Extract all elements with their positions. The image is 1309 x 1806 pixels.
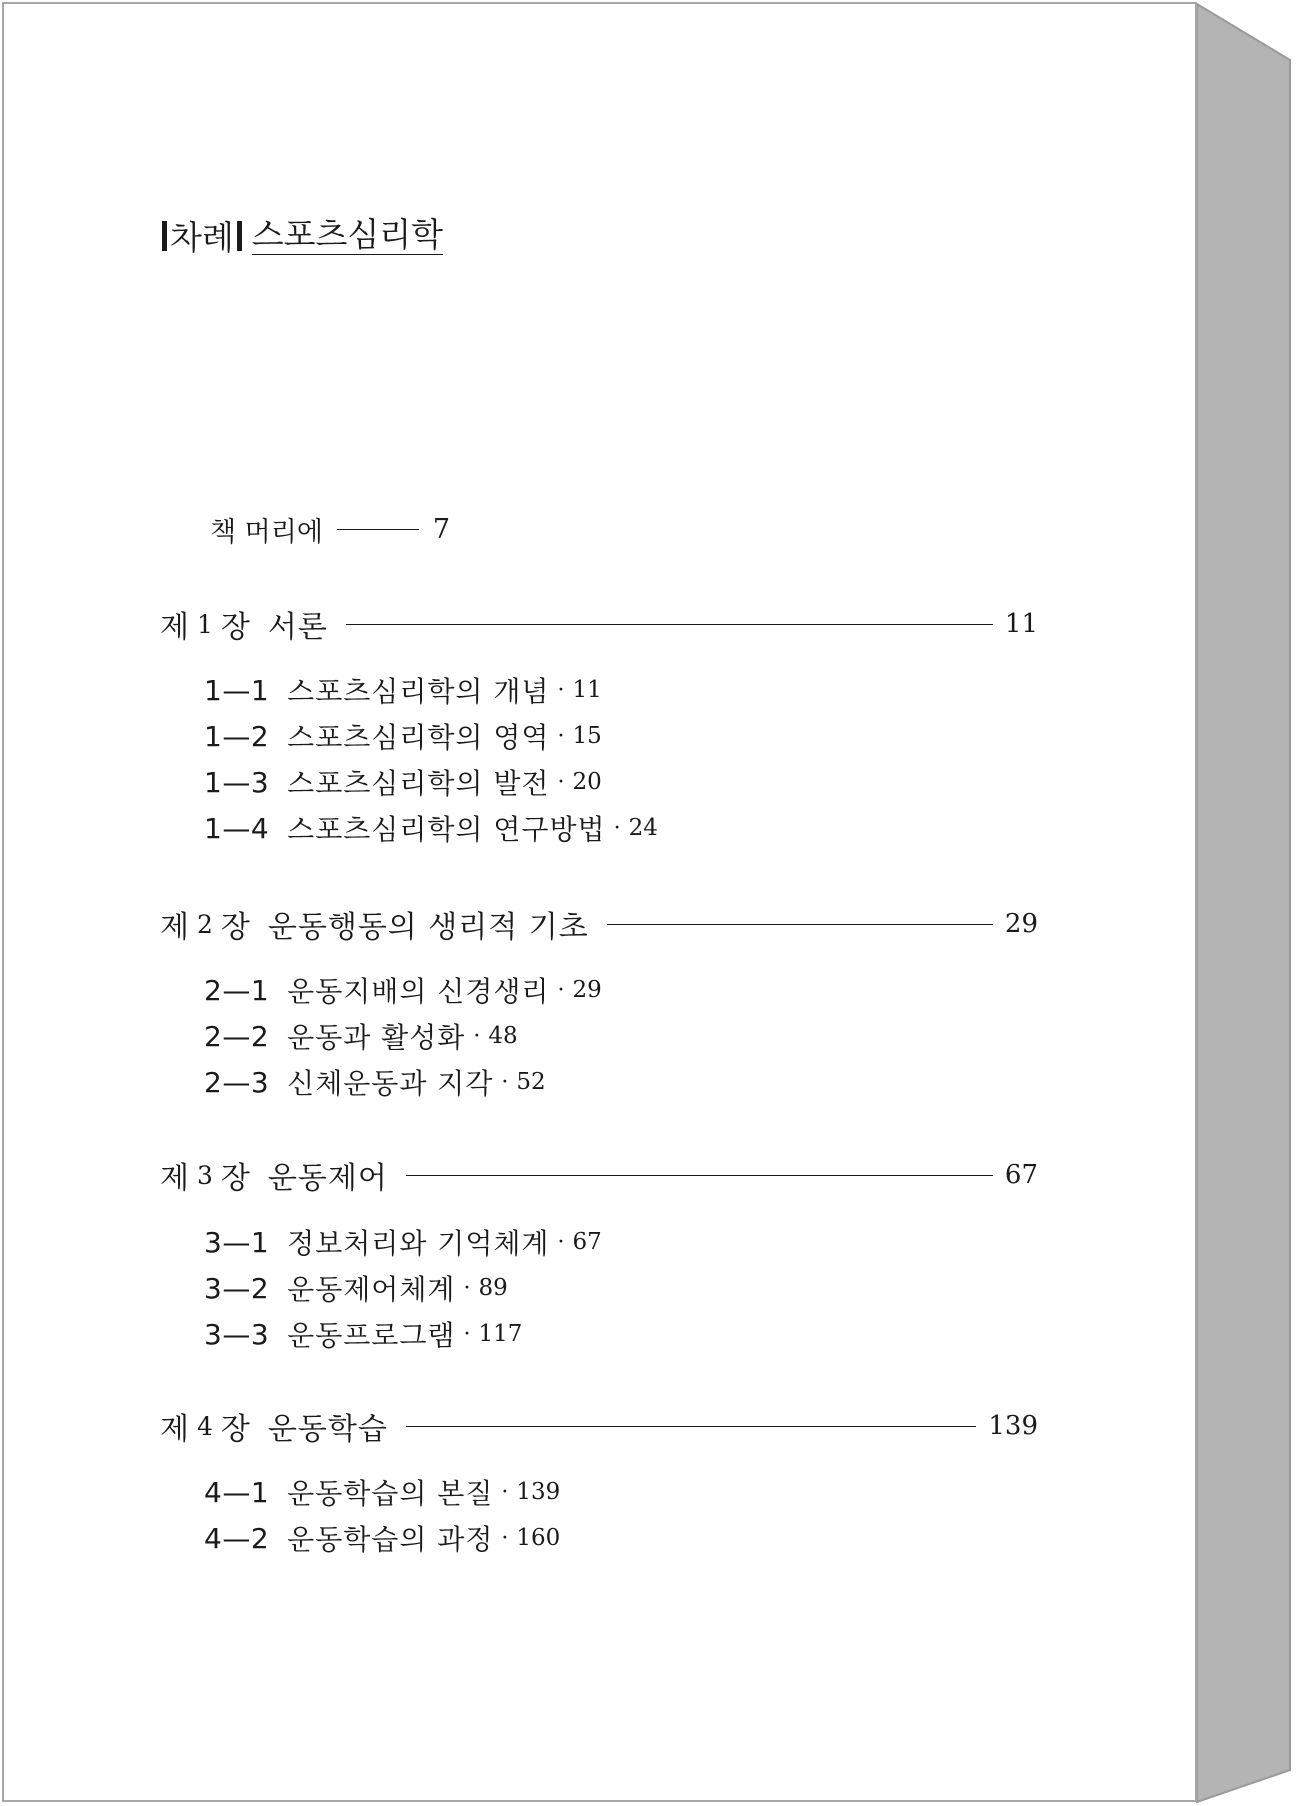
section-page: 160: [516, 1525, 561, 1551]
chapter-3-entry[interactable]: [160, 1153, 1038, 1197]
section-page: 139: [516, 1479, 561, 1505]
section-title: 스포츠심리학의 발전: [287, 767, 550, 800]
separator-dot: ·: [463, 1321, 471, 1347]
separator-dot: ·: [557, 677, 565, 703]
section-2-3[interactable]: [204, 1062, 546, 1102]
section-1-1[interactable]: [204, 670, 602, 710]
leader-rule: [337, 529, 419, 530]
section-page: 48: [488, 1023, 518, 1049]
section-page: 52: [516, 1069, 546, 1095]
leader-rule: [346, 624, 993, 625]
chapter-prefix: 제: [160, 610, 189, 645]
section-number: 2—3: [204, 1065, 270, 1099]
section-1-3[interactable]: [204, 762, 602, 802]
section-number: 2—2: [204, 1019, 270, 1053]
separator-dot: ·: [501, 1525, 509, 1551]
section-number: 3—2: [204, 1271, 270, 1305]
toc-header: [162, 212, 443, 259]
chapter-title: 운동제어: [267, 1161, 388, 1196]
section-1-2[interactable]: [204, 716, 602, 756]
chapter-suffix: 장: [220, 910, 250, 945]
toc-label: 차례: [170, 218, 234, 257]
chapter-title: 운동행동의 생리적 기초: [267, 910, 589, 945]
chapter-number: 1: [196, 609, 213, 639]
chapter-title: 서론: [267, 610, 328, 645]
section-number: 2—1: [204, 973, 270, 1007]
header-bar-left: [162, 221, 167, 251]
section-page: 24: [628, 815, 658, 841]
section-4-1[interactable]: [204, 1472, 560, 1512]
section-page: 15: [572, 723, 602, 749]
header-bar-right: [237, 221, 242, 251]
section-page: 20: [572, 769, 602, 795]
leader-rule: [406, 1175, 993, 1176]
section-title: 스포츠심리학의 연구방법: [287, 813, 606, 846]
section-number: 3—3: [204, 1317, 270, 1351]
section-number: 3—1: [204, 1225, 270, 1259]
section-title: 운동학습의 과정: [287, 1523, 494, 1556]
preface-label: 책 머리에: [210, 517, 323, 548]
chapter-prefix: 제: [160, 1412, 189, 1447]
chapter-page: 139: [988, 1411, 1038, 1441]
section-3-2[interactable]: [204, 1268, 508, 1308]
chapter-2-entry[interactable]: [160, 902, 1038, 946]
section-number: 1—4: [204, 811, 270, 845]
section-number: 4—2: [204, 1521, 270, 1555]
chapter-suffix: 장: [220, 1412, 250, 1447]
section-number: 1—2: [204, 719, 270, 753]
section-number: 1—1: [204, 673, 270, 707]
separator-dot: ·: [557, 1229, 565, 1255]
section-title: 정보처리와 기억체계: [287, 1227, 550, 1260]
chapter-page: 67: [1004, 1160, 1038, 1190]
book-title: 스포츠심리학: [251, 215, 444, 254]
section-2-1[interactable]: [204, 970, 602, 1010]
section-page: 67: [572, 1229, 602, 1255]
section-page: 117: [478, 1321, 523, 1347]
preface-page: 7: [432, 514, 451, 545]
leader-rule: [607, 924, 993, 925]
separator-dot: ·: [557, 769, 565, 795]
separator-dot: ·: [613, 815, 621, 841]
separator-dot: ·: [557, 723, 565, 749]
chapter-page: 11: [1004, 609, 1038, 639]
separator-dot: ·: [473, 1023, 481, 1049]
section-title: 운동지배의 신경생리: [287, 975, 550, 1008]
section-3-3[interactable]: [204, 1314, 522, 1354]
separator-dot: ·: [501, 1479, 509, 1505]
chapter-suffix: 장: [220, 1161, 250, 1196]
section-title: 운동제어체계: [287, 1273, 456, 1306]
chapter-suffix: 장: [220, 610, 250, 645]
preface-entry[interactable]: [210, 510, 450, 549]
separator-dot: ·: [463, 1275, 471, 1301]
section-title: 운동프로그램: [287, 1319, 456, 1352]
section-title: 신체운동과 지각: [287, 1067, 494, 1100]
chapter-1-entry[interactable]: [160, 602, 1038, 646]
chapter-title: 운동학습: [267, 1412, 388, 1447]
section-number: 1—3: [204, 765, 270, 799]
chapter-prefix: 제: [160, 910, 189, 945]
chapter-page: 29: [1004, 909, 1038, 939]
section-3-1[interactable]: [204, 1222, 602, 1262]
leader-rule: [406, 1426, 977, 1427]
section-2-2[interactable]: [204, 1016, 518, 1056]
section-title: 스포츠심리학의 영역: [287, 721, 550, 754]
section-page: 11: [572, 677, 602, 703]
section-4-2[interactable]: [204, 1518, 560, 1558]
chapter-number: 2: [196, 909, 213, 939]
section-page: 89: [478, 1275, 508, 1301]
section-title: 운동학습의 본질: [287, 1477, 494, 1510]
chapter-4-entry[interactable]: [160, 1404, 1038, 1448]
section-1-4[interactable]: [204, 808, 658, 848]
section-title: 운동과 활성화: [287, 1021, 466, 1054]
separator-dot: ·: [557, 977, 565, 1003]
section-title: 스포츠심리학의 개념: [287, 675, 550, 708]
section-page: 29: [572, 977, 602, 1003]
chapter-prefix: 제: [160, 1161, 189, 1196]
separator-dot: ·: [501, 1069, 509, 1095]
chapter-number: 3: [196, 1160, 213, 1190]
chapter-number: 4: [196, 1411, 213, 1441]
section-number: 4—1: [204, 1475, 270, 1509]
